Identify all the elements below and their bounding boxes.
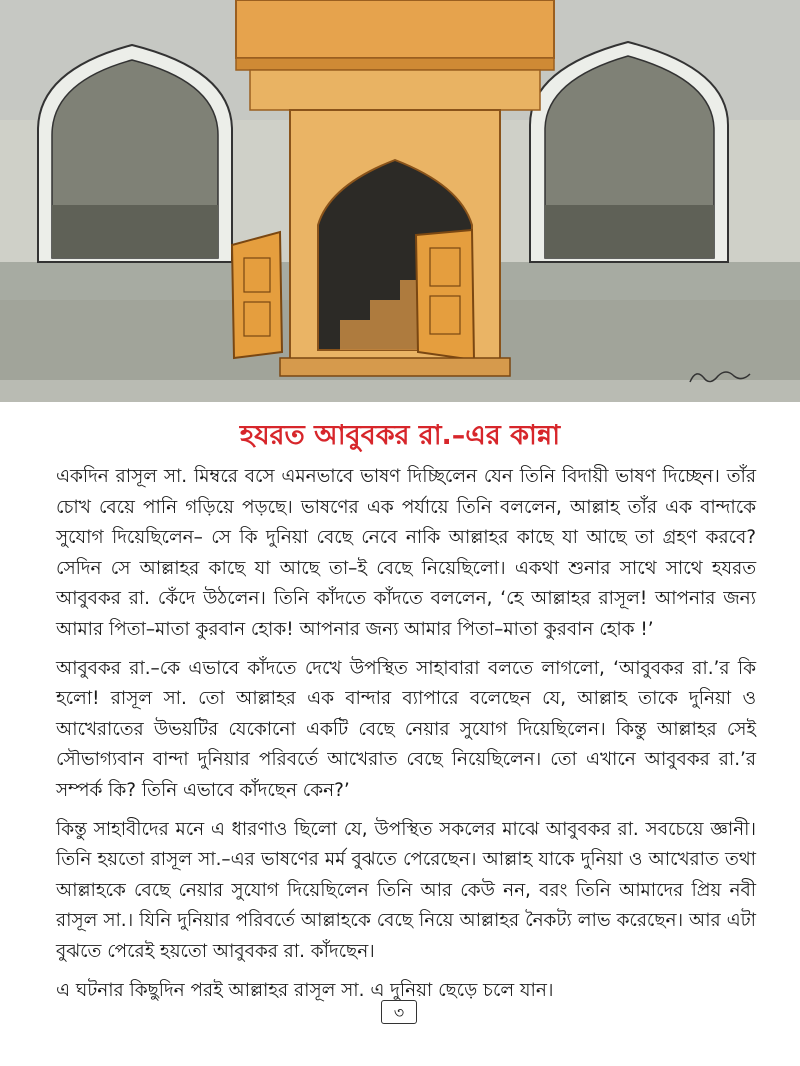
minbar-painting: [0, 0, 800, 402]
paragraph-2: আবুবকর রা.–কে এভাবে কাঁদতে দেখে উপস্থিত সাহাবারা বলতে লাগলো, ‘আবুবকর রা.’র কি হলো! রাসূল সা. তো আল্লাহর এক বান্দার ব্যাপারে বলেছেন যে, আল্লাহ তাকে দুনিয়া ও আখেরাতের উভয়টির যেকোনো একটি বেছে নেয়ার সুযোগ দিয়েছিলেন। কিন্তু আল্লাহর সেই সৌভাগ্যবান বান্দা দুনিয়ার পরিবর্তে আখেরাত বেছে নিয়েছিলেন। তো এখানে আবুবকর রা.’র সম্পর্ক কি? তিনি এভাবে কাঁদছেন কেন?’: [56, 657, 757, 801]
paragraph-1: একদিন রাসূল সা. মিম্বরে বসে এমনভাবে ভাষণ দিচ্ছিলেন যেন তিনি বিদায়ী ভাষণ দিচ্ছেন। তাঁর চোখ বেয়ে পানি গড়িয়ে পড়ছে। ভাষণের এক পর্যায়ে তিনি বললেন, আল্লাহ তাঁর এক বান্দাকে সুযোগ দিয়েছিলেন– সে কি দুনিয়া বেছে নেবে নাকি আল্লাহর কাছে যা আছে তা গ্রহণ করবে? সেদিন সে আল্লাহর কাছে যা আছে তা–ই বেছে নিয়েছিলো। একথা শুনার সাথে সাথে হযরত আবুবকর রা. কেঁদে উঠলেন। তিনি কাঁদতে কাঁদতে বললেন, ‘হে আল্লাহর রাসূল! আপনার জন্য আমার পিতা–মাতা কুরবান হোক! আপনার জন্য আমার পিতা–মাতা কুরবান হোক !’: [56, 466, 756, 640]
mosque-illustration: [0, 0, 800, 402]
page-number: ৩: [381, 1000, 417, 1024]
paragraph-4: এ ঘটনার কিছুদিন পরই আল্লাহর রাসূল সা. এ দুনিয়া ছেড়ে চলে যান।: [56, 979, 554, 1001]
paragraph-3: কিন্তু সাহাবীদের মনে এ ধারণাও ছিলো যে, উপস্থিত সকলের মাঝে আবুবকর রা. সবচেয়ে জ্ঞানী। তিনি হয়তো রাসূল সা.–এর ভাষণের মর্ম বুঝতে পেরেছেন। আল্লাহ যাকে দুনিয়া ও আখেরাত তথা আল্লাহকে বেছে নেয়ার সুযোগ দিয়েছিলেন তিনি আর কেউ নন, বরং তিনি আমাদের প্রিয় নবী রাসূল সা.। যিনি দুনিয়ার পরিবর্তে আল্লাহকে বেছে নিয়ে আল্লাহর নৈকট্য লাভ করেছেন। আর এটা বুঝতে পেরেই হয়তো আবুবকর রা. কাঁদছেন।: [56, 818, 756, 962]
article-title: হযরত আবুবকর রা.–এর কান্না: [239, 420, 561, 451]
article-body: [56, 462, 756, 1014]
